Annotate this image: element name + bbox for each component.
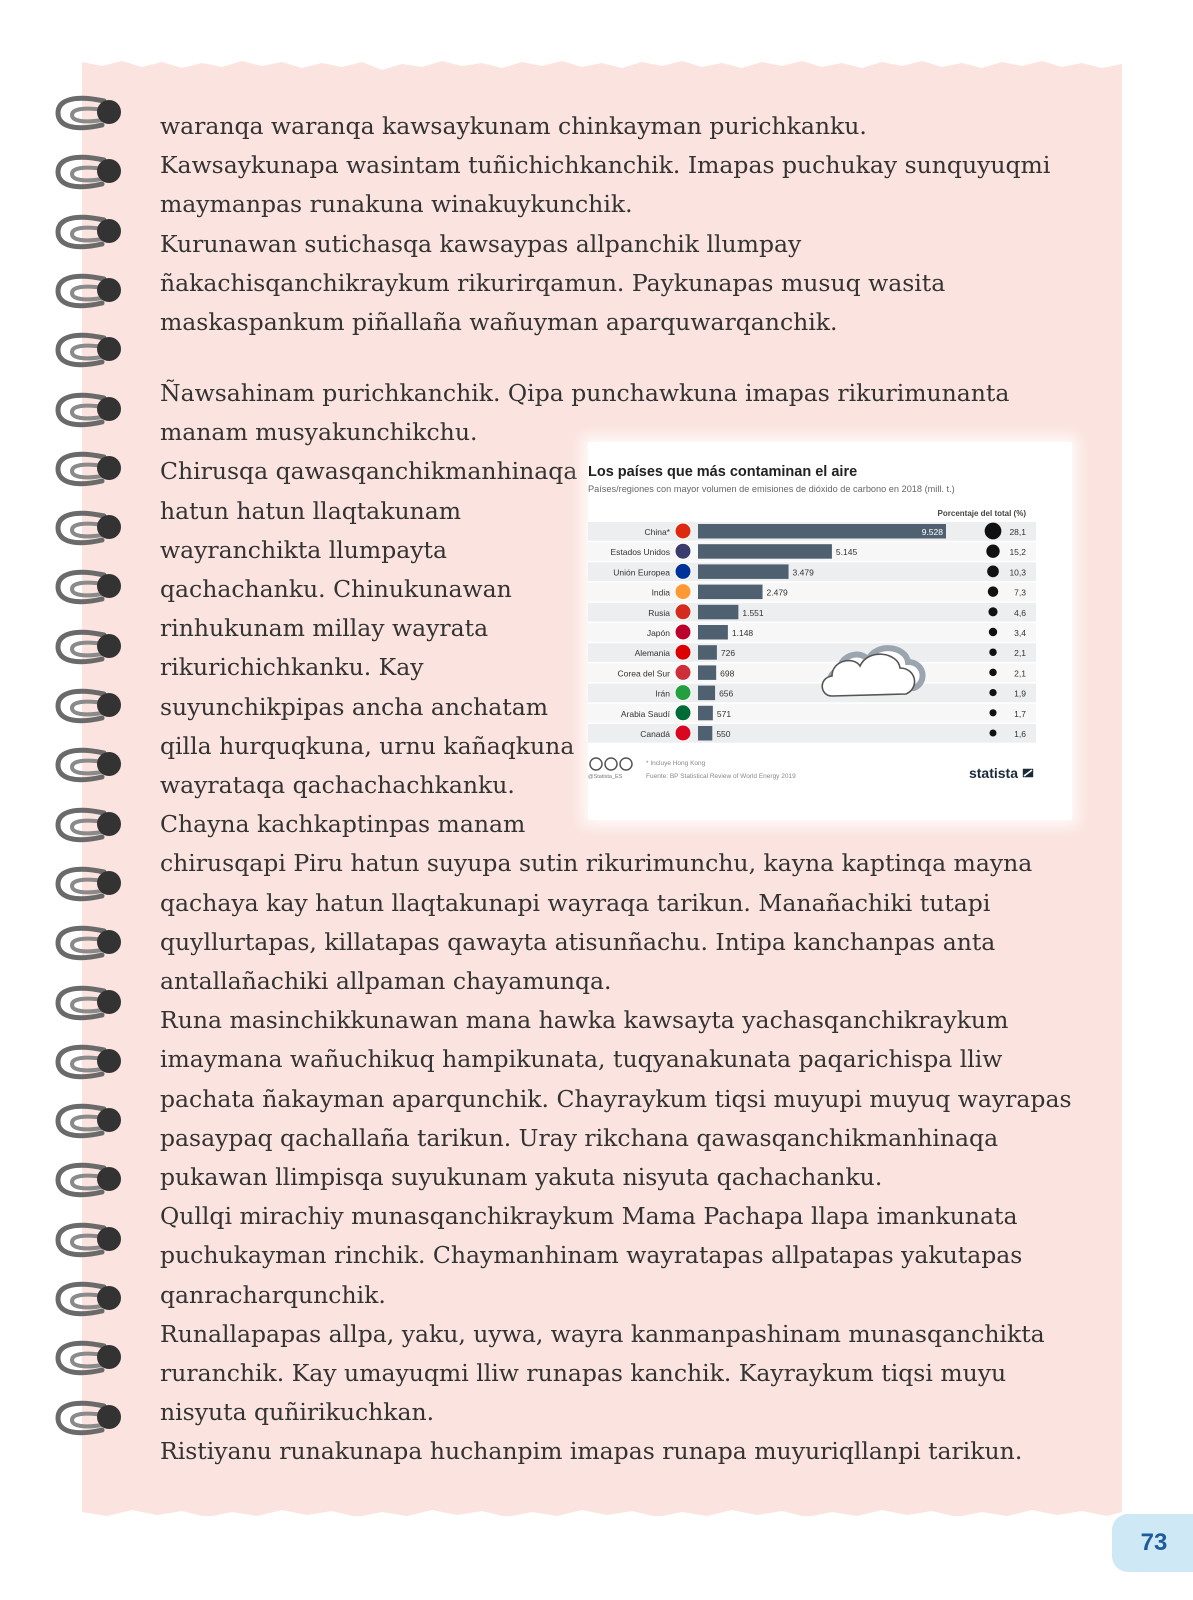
spiral-ring-icon [46,1218,132,1262]
percent-label: 1,7 [1014,708,1026,719]
text-line: ruranchik. Kay umayuqmi lliw runapas kanchik. Kayraykum tiqsi muyu [160,1359,1007,1388]
percent-dot [987,566,999,578]
category-label: Estados Unidos [610,547,670,558]
text-line: qachaya kay hatun llaqtakunapi wayraqa tarikun. Manañachiki tutapi [160,888,991,917]
text-line: waranqa waranqa kawsaykunam chinkayman purichkanku. [160,112,867,140]
torn-top-edge [82,54,1122,70]
text-line: rinhukunam millay wayrata [160,614,489,643]
flag-icon [675,523,691,539]
value-label: 3.479 [792,567,814,578]
noderivs-icon [620,758,632,770]
percent-dot [989,628,997,636]
value-label: 656 [719,688,734,699]
percent-dot [989,729,996,736]
spiral-ring-icon [46,91,132,135]
emissions-chart [588,442,1072,820]
text-line: Runallapapas allpa, yaku, uywa, wayra kanmanpashinam munasqanchikta [160,1319,1045,1348]
torn-bottom-edge [82,1500,1122,1516]
attribution-icon [605,758,617,770]
category-label: Alemania [634,648,670,659]
value-label: 571 [716,708,732,719]
spiral-ring-icon [46,1336,132,1380]
text-line: Ristiyanu runakunapa huchanpim imapas runapa muyuriqllanpi tarikun. [160,1437,1023,1466]
spiral-ring-icon [46,862,132,906]
percent-label: 2,1 [1014,668,1026,679]
category-label: Canadá [640,729,670,739]
text-line: pachata ñakayman aparqunchik. Chayraykum tiqsi muyupi muyuq wayrapas [160,1084,1072,1113]
spiral-ring-icon [46,803,132,847]
percent-dot [985,523,1002,540]
text-line: wayrataqa qachachachkanku. [160,771,515,800]
text-line: qilla hurquqkuna, urnu kañaqkuna [160,731,575,760]
value-label: 726 [720,648,736,659]
bar [698,645,717,660]
category-label: China* [644,527,670,537]
bar [698,605,738,620]
spiral-ring-icon [46,1277,132,1321]
category-label: India [651,587,670,598]
text-line: ñakachisqanchikraykum rikurirqamun. Paykunapas musuq wasita [160,268,946,297]
text-line: pukawan llimpisqa suyukunam yakuta nisyuta qachachanku. [160,1163,883,1192]
flag-icon [675,584,691,600]
text-line: Qullqi mirachiy munasqanchikraykum Mama Pachapa llapa imankunata [160,1202,1018,1231]
spiral-ring-icon [46,565,132,609]
percent-label: 7,3 [1014,587,1026,598]
text-line: qachachanku. Chinukunawan [160,575,512,604]
text-line: suyunchikpipas ancha anchatam [160,692,549,721]
text-line: rikurichichkanku. Kay [160,653,424,682]
spiral-ring-icon [46,1396,132,1440]
bar [698,564,789,579]
text-line: hatun hatun llaqtakunam [160,496,462,525]
spiral-ring-icon [46,269,132,313]
flag-icon [675,624,691,640]
percent-label: 15,2 [1009,547,1026,558]
percent-dot [989,648,996,655]
spiral-ring-icon [46,388,132,432]
flag-icon [675,725,691,741]
flag-icon [675,543,691,559]
cc-icon [590,758,602,770]
spiral-ring-icon [46,506,132,550]
chart-title: Los países que más contaminan el aire [588,464,858,480]
text-line: Kurunawan sutichasqa kawsaypas allpanchik llumpay [160,229,802,258]
spiral-ring-icon [46,981,132,1025]
value-label: 698 [720,668,735,679]
value-label: 1.551 [742,607,764,618]
text-line: Ñawsahinam purichkanchik. Qipa punchawkuna imapas rikurimunanta [160,379,1010,407]
text-line: puchukayman rinchik. Chaymanhinam wayratapas allpatapas yakutapas [160,1241,1023,1270]
category-label: Corea del Sur [617,668,670,679]
bar [698,665,716,680]
flag-icon [675,685,691,701]
text-line: Runa masinchikkunawan mana hawka kawsayta yachasqanchikraykum [160,1006,1009,1035]
percent-label: 4,6 [1014,607,1026,618]
percent-dot [988,607,997,616]
statista-logo-icon [1022,768,1034,778]
value-label: 1.148 [731,628,754,638]
text-line: antallañachiki allpaman chayamunqa. [160,967,612,996]
spiral-ring-icon [46,150,132,194]
page-number: 73 [1112,1514,1193,1572]
flag-icon [675,705,691,721]
license-handle: @Statista_ES [588,774,623,780]
text-line: pasaypaq qachallaña tarikun. Uray rikchana qawasqanchikmanhinaqa [160,1123,999,1152]
spiral-ring-icon [46,210,132,254]
category-label: Irán [655,688,670,699]
bar [698,706,713,721]
percent-dot [989,709,996,716]
spiral-ring-icon [46,921,132,965]
bar [698,585,763,600]
spiral-ring-icon [46,328,132,372]
text-line: Kawsaykunapa wasintam tuñichichkanchik. Imapas puchukay sunquyuqmi [160,151,1051,180]
category-label: Rusia [648,607,670,618]
percent-dot [986,545,999,558]
text-line: maskaspankum piñallaña wañuyman aparquwarqanchik. [160,308,838,337]
text-line: wayranchikta llumpayta [160,535,447,564]
category-label: Unión Europea [613,567,670,578]
value-label: 5.145 [835,547,858,558]
bar [698,726,712,741]
category-label: Japón [646,628,670,638]
text-line: Chayna kachkaptinpas manam [160,810,526,839]
percent-label: 3,4 [1014,628,1026,638]
percent-dot [989,669,996,676]
value-label: 2.479 [766,587,788,598]
spiral-ring-icon [46,447,132,491]
spiral-ring-icon [46,1099,132,1143]
category-label: Arabia Saudí [620,708,670,719]
percent-label: 2,1 [1014,648,1026,659]
chart-subtitle: Países/regiones con mayor volumen de emisiones de dióxido de carbono en 2018 (mill. t.) [588,484,955,494]
spiral-ring-icon [46,743,132,787]
bar [698,524,946,539]
chart-footnote: * Incluye Hong Kong [646,760,706,767]
percent-label: 1,6 [1014,729,1026,739]
flag-icon [675,644,691,660]
license-icons [590,758,632,770]
percent-dot [988,586,998,596]
flag-icon [675,563,691,579]
flag-icon [675,604,691,620]
spiral-ring-icon [46,684,132,728]
text-line: manam musyakunchikchu. [160,418,478,447]
flag-icon [675,664,691,680]
text-line: quyllurtapas, killatapas qawayta atisunñachu. Intipa kanchanpas anta [160,927,996,956]
text-line: imaymana wañuchikuq hampikunata, tuqyanakunata paqarichispa lliw [160,1045,1003,1074]
text-line: nisyuta quñirikuchkan. [160,1398,435,1427]
statista-logo: statista [968,765,1018,781]
percent-column-label: Porcentaje del total (%) [937,509,1026,518]
spiral-ring-icon [46,625,132,669]
chart-canvas [588,442,1072,820]
text-line: qanracharqunchik. [160,1280,386,1309]
percent-dot [989,689,996,696]
paragraph-1 [160,107,1050,342]
chart-source: Fuente: BP Statistical Review of World Energy 2019 [646,773,796,780]
text-line: Chirusqa qawasqanchikmanhinaqa [160,457,578,486]
bar [698,544,832,559]
percent-label: 1,9 [1014,688,1026,699]
bar [698,625,728,640]
percent-label: 10,3 [1009,567,1026,578]
value-label: 550 [716,729,731,739]
text-line: chirusqapi Piru hatun suyupa sutin rikurimunchu, kayna kaptinqa mayna [160,849,1033,878]
spiral-ring-icon [46,1158,132,1202]
spiral-ring-icon [46,1040,132,1084]
text-line: maymanpas runakuna winakuykunchik. [160,190,633,219]
percent-label: 28,1 [1009,527,1026,537]
bar [698,686,715,701]
value-label: 9.528 [921,527,943,537]
